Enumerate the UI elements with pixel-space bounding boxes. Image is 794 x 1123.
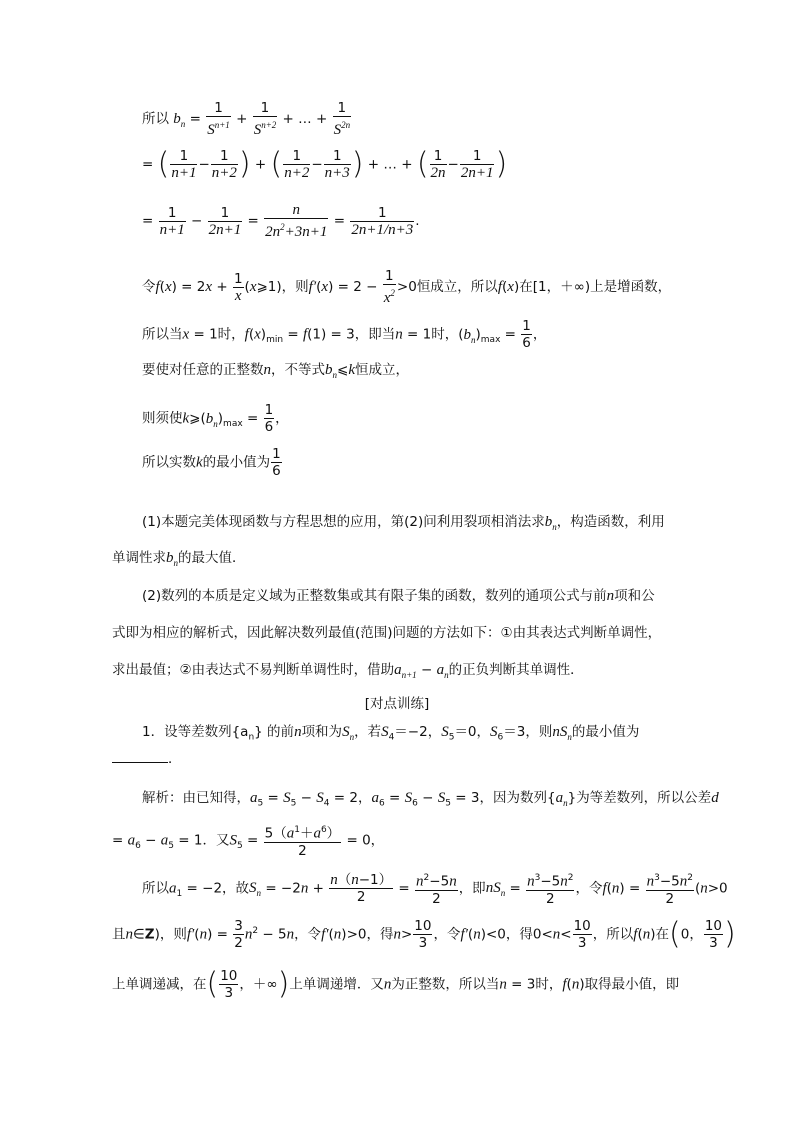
solution-2-line-2: = $a_6 - a_5 = 1$．又$S_5$ = $\frac{5(a^1+a^6)}{2}$ = 0， [112,822,384,859]
solution-2-line-4: 且n∈Z)，则f′(n) = $\frac{3}{2}$ $n^2 - 5n$，令f′(n)>0，得n> $\frac{10}{3}$ ，令f′(n)<0，得0<n< $\frac{10}{3}$ ，所以f(n)在(0， $\frac{10}{3}$ ) [112,916,736,952]
solution-line-bn-sum: 所以 $b_n$ = $\frac{1}{S^{n+1}}$ + $\frac{1}{S^{n+2}}$ + … + $\frac{1}{S^{2n}}$ [142,100,351,138]
solution-line-k-min: 所以实数k的最小值为 $\frac{1}{6}$ [142,446,281,479]
solution-2-line-5: 上单调递减，在( $\frac{10}{3}$ ，＋∞)上单调递增．又n为正整数，所以当n = 3时，f(n)取得最小值，即 [112,966,680,1002]
note-1-line-1: (1)本题完美体现函数与方程思想的应用，第(2)问利用裂项相消法求$b_n$，构造函数，利用 [142,514,665,532]
solution-line-inequality: 要使对任意的正整数n，不等式$b_n⩽k$恒成立， [142,362,409,380]
solution-2-line-3: 所以$a_1 = -2$，故$S_n = -2n$ + $\frac{n(n-1)}{2}$ = $\frac{n^2-5n}{2}$ ，即$nS_n$ = $\frac{n^3-5n^2}{2}$ ，令f(n) = $\frac{n^3-5n^2}{2}$ (n>0 [142,871,728,907]
problem-line-1: 1．设等差数列$\{a_n\}$ 的前n项和为$S_n$，若$S_4=-2$，$S_5=0$，$S_6=3$，则$nS_n$的最小值为 [142,724,640,743]
solution-line-function: 令f(x) = 2x + $\frac{1}{x}$ (x⩾1)，则f′(x) = 2 − $\frac{1}{x^2}$ >0恒成立，所以f(x)在[1，＋∞)上是增函数， [142,268,672,306]
note-2-line-3: 求出最值；②由表达式不易判断单调性时，借助$a_{n+1} - a_n$的正负判断其单调性． [112,662,584,680]
note-2-line-1: (2)数列的本质是定义域为正整数集或其有限子集的函数，数列的通项公式与前n项和公 [142,588,655,604]
solution-line-k-condition: 则须使$k⩾(b_n)_{max}$ = $\frac{1}{6}$ ， [142,402,289,435]
note-2-line-2: 式即为相应的解析式，因此解决数列最值(范围)问题的方法如下：①由其表达式判断单调性， [112,625,662,641]
solution-2-line-1: 解析：由已知得，$a_5 = S_5 - S_4 = 2$，$a_6 = S_6 - S_5 = 3$，因为数列$\{a_n\}$为等差数列，所以公差d [142,790,719,809]
solution-line-telescoping: = ( $\frac{1}{n+1}$ − $\frac{1}{n+2}$ ) + ( $\frac{1}{n+2}$ − $\frac{1}{n+3}$ ) + … + ( $\frac{1}{2n}$ − $\frac{1}{2n+1}$ ) [142,146,508,182]
problem-answer-blank: ． [112,748,182,769]
section-title: [对点训练] [364,696,430,712]
solution-line-simplified: = $\frac{1}{n+1}$ − $\frac{1}{2n+1}$ = $\frac{n}{2n^2+3n+1}$ = $\frac{1}{2n+1/n+3}$ . [142,202,420,240]
solution-line-min: 所以当x = 1时，$f(x)_{min} = f(1) = 3$，即当n = 1时，$(b_n)_{max}$ = $\frac{1}{6}$ ， [142,318,547,351]
note-1-line-2: 单调性求$b_n$的最大值． [112,550,246,568]
